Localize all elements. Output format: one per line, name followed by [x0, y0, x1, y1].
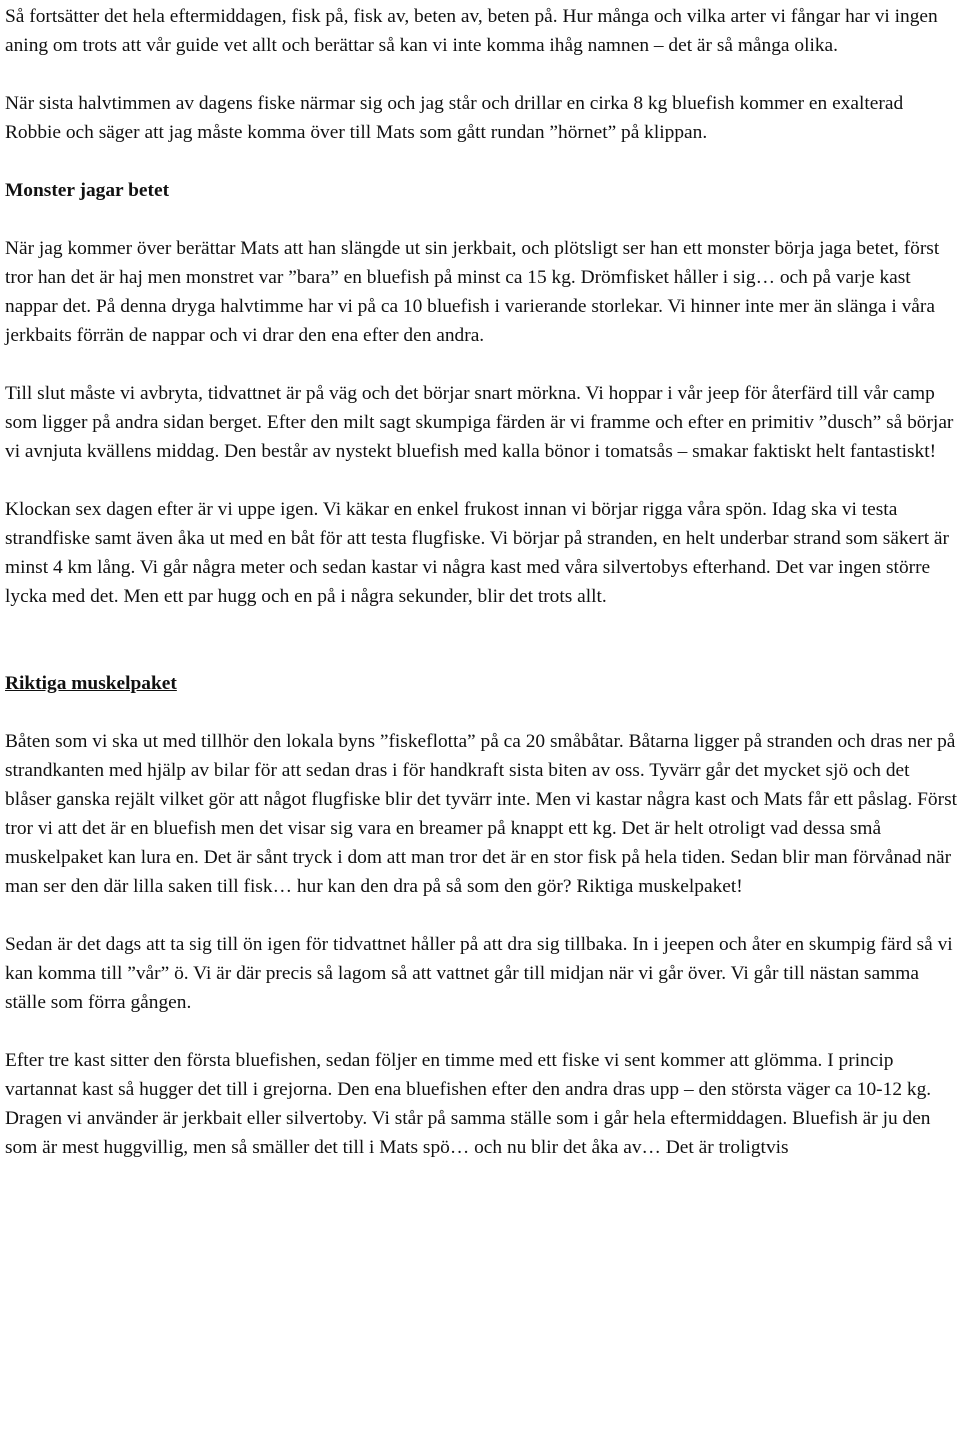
paragraph: Till slut måste vi avbryta, tidvattnet är på väg och det börjar snart mörkna. Vi hoppar i vår jeep för återfärd till vår camp som ligger på andra sidan berget. Efter den milt sagt skumpiga färden är vi framme och efter en primitiv ”dusch” så börjar vi avnjuta kvällens middag. Den består av nystekt bluefish med kalla bönor i tomatsås – smakar faktiskt helt fantastiskt!: [5, 383, 954, 462]
paragraph: Klockan sex dagen efter är vi uppe igen. Vi käkar en enkel frukost innan vi börjar rigga våra spön. Idag ska vi testa strandfiske samt även åka ut med en båt för att testa flugfiske. Vi börjar på stranden, en helt underbar strand som säkert är minst 4 km lång. Vi går några meter och sedan kastar vi några kast med våra silvertobys efterhand. Det var ingen större lycka med det. Men ett par hugg och en på i några sekunder, blir det trots allt.: [5, 499, 949, 607]
paragraph: Efter tre kast sitter den första bluefishen, sedan följer en timme med ett fiske vi sent kommer att glömma. I princip vartannat kast så hugger det till i grejorna. Den ena bluefishen efter den andra dras upp – den största väger ca 10-12 kg. Dragen vi använder är jerkbait eller silvertoby. Vi står på samma ställe som i går hela eftermiddagen. Bluefish är ju den som är mest huggvillig, men så smäller det till i Mats spö… och nu blir det åka av… Det är troligtvis: [5, 1050, 932, 1158]
section-heading: Monster jagar betet: [5, 180, 170, 201]
paragraph: Så fortsätter det hela eftermiddagen, fisk på, fisk av, beten av, beten på. Hur många och vilka arter vi fångar har vi ingen aning om trots att vår guide vet allt och berättar så kan vi inte komma ihåg namnen – det är så många olika.: [5, 6, 938, 56]
paragraph: Sedan är det dags att ta sig till ön igen för tidvattnet håller på att dra sig tillbaka. In i jeepen och åter en skumpig färd så vi kan komma till ”vår” ö. Vi är där precis så lagom så att vattnet går till midjan när vi går över. Vi går till nästan samma ställe som förra gången.: [5, 934, 953, 1013]
paragraph: Båten som vi ska ut med tillhör den lokala byns ”fiskeflotta” på ca 20 småbåtar. Båtarna ligger på stranden och dras ner på strandkanten med hjälp av bilar för att sedan dras i för handkraft sista biten av oss. Tyvärr går det mycket sjö och det blåser ganska rejält vilket gör att något flugfiske blir det tyvärr inte. Men vi kastar några kast och Mats får ett påslag. Först tror vi att det är en bluefish men det visar sig vara en breamer på knappt ett kg. Det är helt otroligt vad dessa små muskelpaket kan lura en. Det är sånt tryck i dom att man tror det är en stor fisk på hela tiden. Sedan blir man förvånad när man ser den där lilla saken till fisk… hur kan den dra på så som den gör? Riktiga muskelpaket!: [5, 731, 958, 897]
paragraph: När sista halvtimmen av dagens fiske närmar sig och jag står och drillar en cirka 8 kg bluefish kommer en exalterad Robbie och säger att jag måste komma över till Mats som gått rundan ”hörnet” på klippan.: [5, 93, 904, 143]
section-heading: Riktiga muskelpaket: [5, 673, 177, 694]
paragraph: När jag kommer över berättar Mats att han slängde ut sin jerkbait, och plötsligt ser han ett monster börja jaga betet, först tror han det är haj men monstret var ”bara” en bluefish på minst ca 15 kg. Drömfisket håller i sig… och på varje kast nappar det. På denna dryga halvtimme har vi på ca 10 bluefish i varierande storlekar. Vi hinner inte mer än slänga i våra jerkbaits förrän de nappar och vi drar den ena efter den andra.: [5, 238, 940, 346]
